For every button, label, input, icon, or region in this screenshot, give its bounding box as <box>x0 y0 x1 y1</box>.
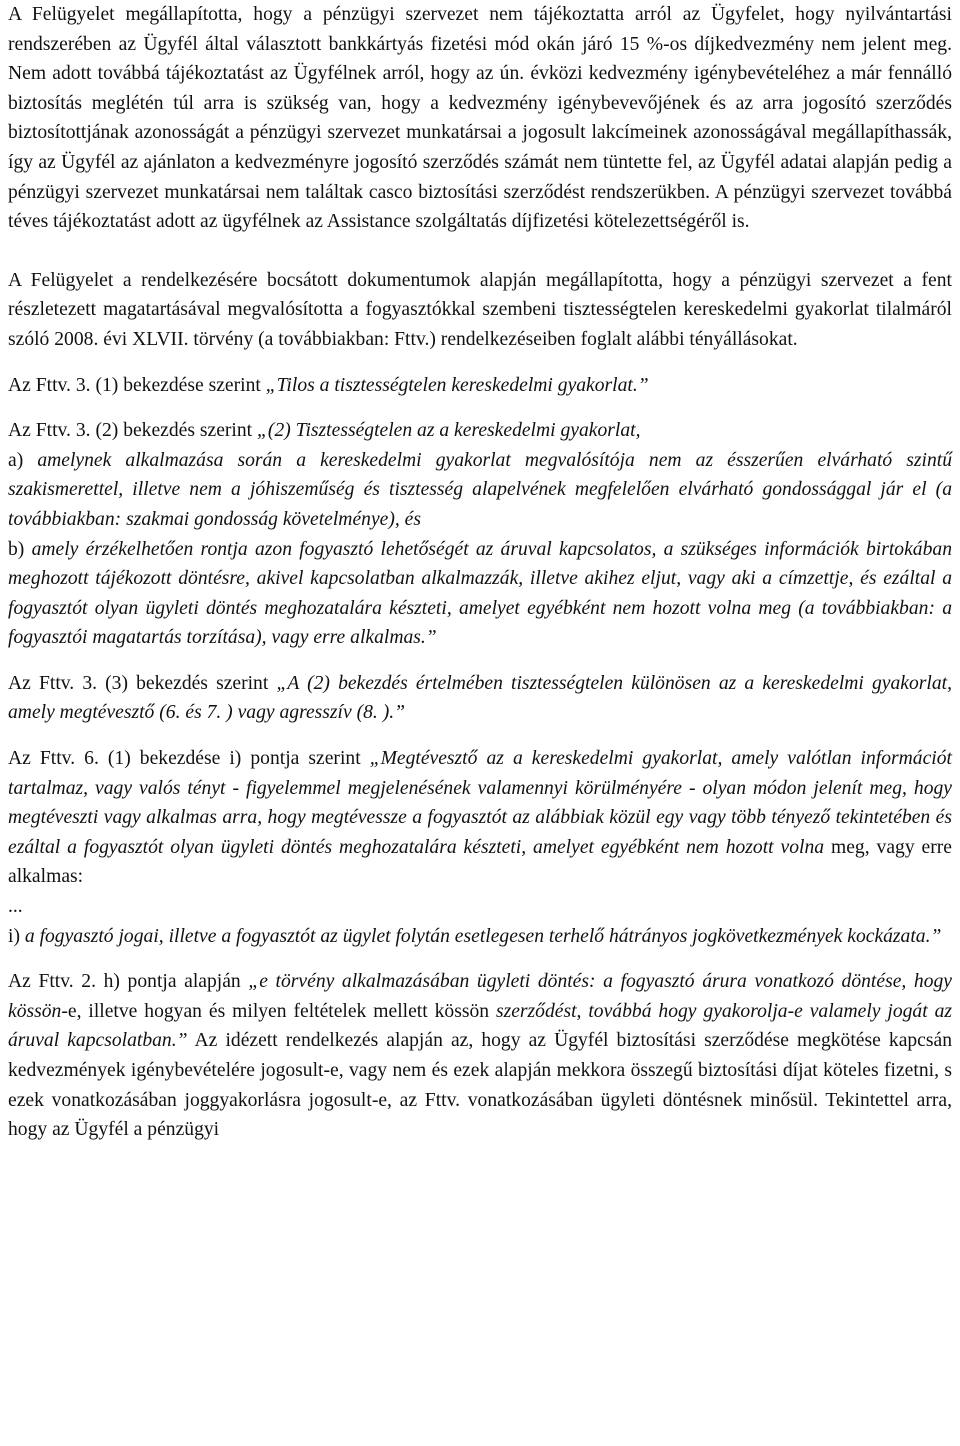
paragraph-conclusion: A Felügyelet a rendelkezésére bocsátott dokumentumok alapján megállapította, hogy a pénzügyi szervezet a fent részletezett magatartásával megvalósította a fogyasztókkal szembeni tisztességtelen kereskedelmi gyakorlat tilalmáról szóló 2008. évi XLVII. törvény (a továbbiakban: Fttv.) rendelkezéseiben foglalt alábbi tényállásokat. <box>8 269 952 350</box>
quote-end: szerződést, továbbá hogy gyakorolja-e valamely jogát az áruval kapcsolatban.” <box>8 1000 953 1052</box>
paragraph-fttv-6-1 <box>8 744 952 892</box>
point-label: i) <box>8 925 25 947</box>
citation-lead: Az Fttv. 6. (1) bekezdése i) pontja szerint <box>8 748 370 770</box>
quote: „Tilos a tisztességtelen kereskedelmi gyakorlat.” <box>265 374 649 396</box>
citation-lead: Az Fttv. 3. (2) bekezdés szerint <box>8 420 258 442</box>
point-a <box>8 446 952 535</box>
ellipsis: ... <box>8 896 23 918</box>
point-label: a) <box>8 449 38 471</box>
citation-lead: Az Fttv. 3. (3) bekezdés szerint <box>8 672 277 694</box>
point-label: b) <box>8 538 32 560</box>
quote-tail: meg, vagy erre alkalmas: <box>8 836 952 888</box>
paragraph-fttv-3-3 <box>8 669 952 728</box>
quote-head: „(2) Tisztességtelen az a kereskedelmi gyakorlat, <box>257 420 641 442</box>
point-text: a fogyasztó jogai, illetve a fogyasztót az ügylet folytán esetlegesen terhelő hátrányos jogkövetkezmények kockázata.” <box>24 925 942 947</box>
quote-mid: -e, illetve hogyan és milyen feltételek mellett kössön <box>61 1000 490 1022</box>
paragraph-fttv-2-h <box>8 967 952 1145</box>
paragraph-findings: A Felügyelet megállapította, hogy a pénzügyi szervezet nem tájékoztatta arról az Ügyfelet, hogy nyilvántartási rendszerében az Ügyfél által választott bankkártyás fizetési mód okán járó 15 %-os díjkedvezmény nem jelent meg. Nem adott továbbá tájékoztatást az Ügyfélnek arról, hogy az ún. évközi kedvezmény igénybevételéhez a már fennálló biztosítás meglétén túl arra is szükség van, hogy a kedvezmény igénybevevőjének és az arra jogosító szerződés biztosítottjának azonosságát a pénzügyi szervezet munkatársai a jogosult lakcímeinek azonosságával megállapíthassák, így az Ügyfél az ajánlaton a kedvezményre jogosító szerződés számát nem tüntette fel, az Ügyfél adatai alapján pedig a pénzügyi szervezet munkatársai nem találtak casco biztosítási szerződést rendszerükben. A pénzügyi szervezet továbbá téves tájékoztatást adott az ügyfélnek az Assistance szolgáltatás díjfizetési kötelezettségéről is. <box>8 4 952 233</box>
paragraph-fttv-3-1 <box>8 371 952 401</box>
paragraph-fttv-3-2 <box>8 416 952 446</box>
paragraph-rest: Az idézett rendelkezés alapján az, hogy az Ügyfél biztosítási szerződése megkötése kapcsán kedvezmények igénybevételére jogosult-e, vagy nem és ezek alapján mekkora összegű biztosítási díjat köteles fizetni, s ezek vonatkozásában joggyakorlásra jogosult-e, az Fttv. vonatkozásában ügyleti döntésnek minősül. Tekintettel arra, hogy az Ügyfél a pénzügyi <box>8 1030 952 1141</box>
quote: „A (2) bekezdés értelmében tisztességtelen különösen az a kereskedelmi gyakorlat, amely megtévesztő (6. és 7. ) vagy agresszív (8. ).” <box>8 672 952 724</box>
quote: „e törvény alkalmazásában ügyleti döntés: a fogyasztó árura vonatkozó döntése, hogy kössön <box>8 971 952 1022</box>
citation-lead: Az Fttv. 2. h) pontja alapján <box>8 971 249 993</box>
point-i <box>8 922 952 952</box>
point-text: amelynek alkalmazása során a kereskedelmi gyakorlat megvalósítója nem az ésszerűen elvárható szintű szakismerettel, illetve nem a jóhiszeműség és tisztesség alapelvének megfelelően elvárható gondossággal jár el (a továbbiakban: szakmai gondosság követelménye), és <box>8 449 953 530</box>
point-b <box>8 535 952 653</box>
quote: „Megtévesztő az a kereskedelmi gyakorlat, amely valótlan információt tartalmaz, vagy valós tényt - figyelemmel megjelenésének valamennyi körülményére - olyan módon jelenít meg, hogy megtéveszti vagy alkalmas arra, hogy megtévessze a fogyasztót az alábbiak közül egy vagy több tényező tekintetében és ezáltal a fogyasztót olyan ügyleti döntés meghozatalára készteti, amelyet egyébként nem hozott volna <box>8 748 952 858</box>
citation-lead: Az Fttv. 3. (1) bekezdése szerint <box>8 374 266 396</box>
point-text: amely érzékelhetően rontja azon fogyasztó lehetőségét az áruval kapcsolatos, a szükséges információk birtokában meghozott tájékozott döntésre, akivel kapcsolatban alkalmazzák, illetve akihez eljut, vagy aki a címzettje, és ezáltal a fogyasztót olyan ügyleti döntés meghozatalára készteti, amelyet egyébként nem hozott volna meg (a továbbiakban: a fogyasztói magatartás torzítása), vagy erre alkalmas.” <box>8 538 952 649</box>
